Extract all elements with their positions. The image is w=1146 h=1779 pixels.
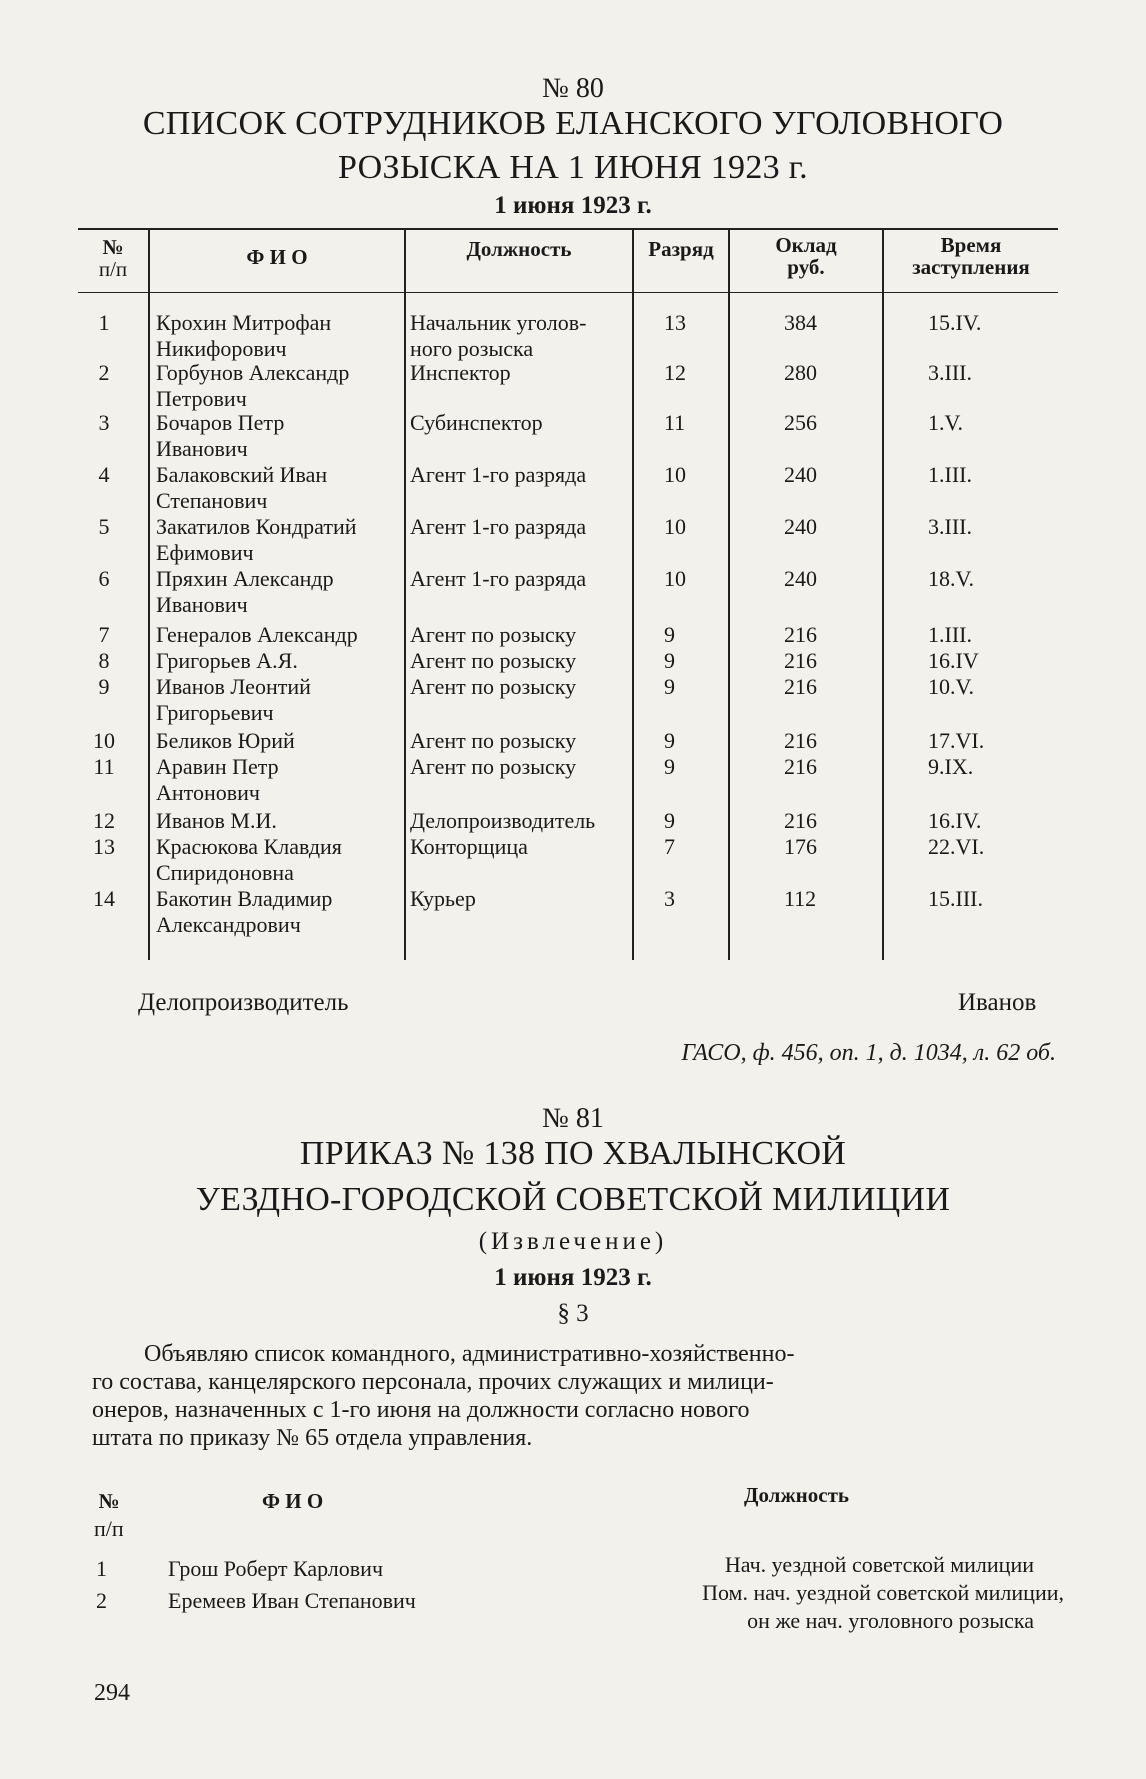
row-start: 15.III. bbox=[928, 886, 983, 911]
row-start: 16.IV. bbox=[928, 808, 982, 833]
row-name: Иванов М.И. bbox=[156, 808, 277, 833]
paragraph-line: Объявляю список командного, административно-хозяйственно- bbox=[144, 1341, 795, 1367]
row-position: Агент по розыску bbox=[410, 728, 577, 753]
row-number: 6 bbox=[98, 566, 110, 591]
row-start: 18.V. bbox=[928, 566, 975, 591]
row-salary: 176 bbox=[784, 834, 817, 859]
row-position: Делопроизводитель bbox=[410, 808, 596, 833]
row-position: Агент по розыску bbox=[410, 674, 577, 699]
doc81-row-position: Пом. нач. уездной советской милиции, bbox=[702, 1580, 1064, 1605]
row-start: 10.V. bbox=[928, 674, 975, 699]
doc81-row-num: 1 bbox=[96, 1556, 107, 1581]
row-grade: 13 bbox=[664, 310, 686, 335]
header-grade: Разряд bbox=[648, 237, 714, 261]
page-number: 294 bbox=[94, 1680, 130, 1706]
doc81-paragraph bbox=[92, 1340, 1060, 1452]
doc81-header-num bbox=[94, 1490, 124, 1512]
row-grade: 9 bbox=[664, 648, 675, 673]
row-salary: 216 bbox=[784, 808, 817, 833]
row-position: Конторщица bbox=[410, 834, 528, 859]
row-start: 9.IX. bbox=[928, 754, 974, 779]
row-number: 11 bbox=[93, 754, 115, 779]
row-start: 1.V. bbox=[928, 410, 964, 435]
row-start: 1.III. bbox=[928, 462, 972, 487]
row-grade: 11 bbox=[664, 410, 686, 435]
doc81-subtitle: (Извлечение) bbox=[478, 1228, 668, 1255]
row-start: 17.VI. bbox=[928, 728, 985, 753]
doc80-title-line1: СПИСОК СОТРУДНИКОВ ЕЛАНСКОГО УГОЛОВНОГО bbox=[142, 105, 1004, 142]
signature-name: Иванов bbox=[958, 989, 1037, 1016]
row-number: 5 bbox=[98, 514, 110, 539]
row-name: Закатилов Кондратий bbox=[156, 514, 357, 539]
header-position: Должность bbox=[466, 237, 572, 261]
row-salary: 240 bbox=[784, 462, 817, 487]
table-top-rule bbox=[78, 228, 1058, 230]
row-number: 14 bbox=[93, 886, 115, 911]
row-name-cont: Петрович bbox=[156, 386, 247, 411]
doc80-date: 1 июня 1923 г. bbox=[494, 192, 652, 219]
row-number: 3 bbox=[98, 410, 110, 435]
row-name: Аравин Петр bbox=[156, 754, 279, 779]
row-name-cont: Иванович bbox=[156, 436, 248, 461]
header-start-line1: Время bbox=[940, 233, 1002, 257]
doc81-section: § 3 bbox=[557, 1300, 589, 1327]
row-grade: 9 bbox=[664, 728, 675, 753]
row-start: 16.IV bbox=[928, 648, 979, 673]
doc81-row-position-cont: он же нач. уголовного розыска bbox=[747, 1608, 1034, 1633]
row-name-cont: Спиридоновна bbox=[156, 860, 294, 885]
row-position-cont: ного розыска bbox=[410, 336, 534, 361]
archive-source: ГАСО, ф. 456, оп. 1, д. 1034, л. 62 об. bbox=[681, 1040, 1056, 1066]
table-header-rule bbox=[78, 292, 1058, 293]
row-position: Субинспектор bbox=[410, 410, 543, 435]
doc81-row-num: 2 bbox=[96, 1588, 107, 1613]
row-name-cont: Степанович bbox=[156, 488, 268, 513]
row-name-cont: Иванович bbox=[156, 592, 248, 617]
doc81-number: № 81 bbox=[542, 1103, 604, 1134]
row-start: 3.III. bbox=[928, 514, 972, 539]
paragraph-line: онеров, назначенных с 1-го июня на должности согласно нового bbox=[92, 1397, 750, 1423]
row-number: 8 bbox=[98, 648, 110, 673]
row-number: 10 bbox=[93, 728, 115, 753]
row-name: Пряхин Александр bbox=[156, 566, 334, 591]
doc80-number: № 80 bbox=[542, 73, 604, 104]
row-position: Инспектор bbox=[410, 360, 511, 385]
row-start: 1.III. bbox=[928, 622, 972, 647]
row-salary: 216 bbox=[784, 754, 817, 779]
header-fio: Ф И О bbox=[246, 245, 308, 269]
row-name-cont: Никифорович bbox=[156, 336, 287, 361]
row-name: Крохин Митрофан bbox=[156, 310, 332, 335]
row-name: Бочаров Петр bbox=[156, 410, 285, 435]
row-name: Беликов Юрий bbox=[156, 728, 295, 753]
row-name-cont: Антонович bbox=[156, 780, 260, 805]
row-grade: 9 bbox=[664, 808, 675, 833]
row-position: Агент по розыску bbox=[410, 648, 577, 673]
table-col-divider bbox=[728, 228, 730, 960]
row-name: Бакотин Владимир bbox=[156, 886, 333, 911]
row-name-cont: Ефимович bbox=[156, 540, 254, 565]
header-salary-line2: руб. bbox=[787, 255, 825, 279]
row-number: 13 bbox=[93, 834, 115, 859]
doc81-header-num-line2: п/п bbox=[94, 1516, 124, 1541]
row-grade: 9 bbox=[664, 754, 675, 779]
table-col-divider bbox=[632, 228, 634, 960]
row-salary: 256 bbox=[784, 410, 817, 435]
row-name-cont: Григорьевич bbox=[156, 700, 274, 725]
row-position: Курьер bbox=[410, 886, 476, 911]
row-start: 22.VI. bbox=[928, 834, 985, 859]
paragraph-line: го состава, канцелярского персонала, прочих служащих и милици- bbox=[92, 1369, 774, 1395]
row-salary: 216 bbox=[784, 674, 817, 699]
row-start: 15.IV. bbox=[928, 310, 982, 335]
row-start: 3.III. bbox=[928, 360, 972, 385]
doc81-row-name: Грош Роберт Карлович bbox=[168, 1556, 384, 1581]
header-start-line2: заступления bbox=[912, 255, 1030, 279]
row-name: Григорьев А.Я. bbox=[156, 648, 298, 673]
row-number: 2 bbox=[98, 360, 110, 385]
row-salary: 112 bbox=[784, 886, 817, 911]
row-number: 1 bbox=[98, 310, 110, 335]
doc81-date: 1 июня 1923 г. bbox=[494, 1264, 652, 1291]
row-salary: 216 bbox=[784, 622, 817, 647]
row-grade: 10 bbox=[664, 566, 686, 591]
doc81-header-fio: Ф И О bbox=[262, 1489, 324, 1513]
row-position: Агент по розыску bbox=[410, 622, 577, 647]
paragraph-line: штата по приказу № 65 отдела управления. bbox=[92, 1425, 533, 1451]
signature-role: Делопроизводитель bbox=[138, 989, 349, 1016]
row-position: Агент по розыску bbox=[410, 754, 577, 779]
row-name: Балаковский Иван bbox=[156, 462, 328, 487]
row-name: Горбунов Александр bbox=[156, 360, 350, 385]
row-salary: 216 bbox=[784, 728, 817, 753]
row-grade: 10 bbox=[664, 514, 686, 539]
row-grade: 7 bbox=[664, 834, 675, 859]
row-number: 9 bbox=[98, 674, 110, 699]
row-name: Красюкова Клавдия bbox=[156, 834, 342, 859]
doc81-row-name: Еремеев Иван Степанович bbox=[168, 1588, 416, 1613]
doc81-title-line1: ПРИКАЗ № 138 ПО ХВАЛЫНСКОЙ bbox=[299, 1135, 847, 1172]
row-number: 7 bbox=[98, 622, 110, 647]
header-salary-line1: Оклад bbox=[775, 233, 837, 257]
row-grade: 9 bbox=[664, 622, 675, 647]
header-start bbox=[884, 234, 1058, 278]
row-grade: 12 bbox=[664, 360, 686, 385]
doc81-header-num-line1: № bbox=[98, 1489, 120, 1513]
row-position: Агент 1-го разряда bbox=[410, 566, 587, 591]
table-col-divider bbox=[404, 228, 406, 960]
header-salary bbox=[730, 234, 882, 278]
table-col-divider bbox=[148, 228, 150, 960]
row-number: 4 bbox=[98, 462, 110, 487]
row-grade: 9 bbox=[664, 674, 675, 699]
row-position: Начальник уголов- bbox=[410, 310, 587, 335]
row-salary: 384 bbox=[784, 310, 817, 335]
row-name-cont: Александрович bbox=[156, 912, 301, 937]
row-grade: 10 bbox=[664, 462, 686, 487]
row-grade: 3 bbox=[664, 886, 675, 911]
row-position: Агент 1-го разряда bbox=[410, 462, 587, 487]
row-name: Иванов Леонтий bbox=[156, 674, 311, 699]
doc81-row-position: Нач. уездной советской милиции bbox=[724, 1552, 1034, 1577]
row-position: Агент 1-го разряда bbox=[410, 514, 587, 539]
doc80-title-line2: РОЗЫСКА НА 1 ИЮНЯ 1923 г. bbox=[338, 149, 808, 186]
header-num-line1: № bbox=[102, 235, 124, 259]
row-salary: 280 bbox=[784, 360, 817, 385]
doc81-title-line2: УЕЗДНО-ГОРОДСКОЙ СОВЕТСКОЙ МИЛИЦИИ bbox=[195, 1181, 951, 1218]
row-salary: 216 bbox=[784, 648, 817, 673]
row-salary: 240 bbox=[784, 514, 817, 539]
header-num bbox=[78, 236, 148, 280]
doc81-header-position: Должность bbox=[744, 1483, 850, 1507]
header-num-line2: п/п bbox=[98, 257, 128, 281]
row-salary: 240 bbox=[784, 566, 817, 591]
row-name: Генералов Александр bbox=[156, 622, 358, 647]
table-col-divider bbox=[882, 228, 884, 960]
row-number: 12 bbox=[93, 808, 115, 833]
